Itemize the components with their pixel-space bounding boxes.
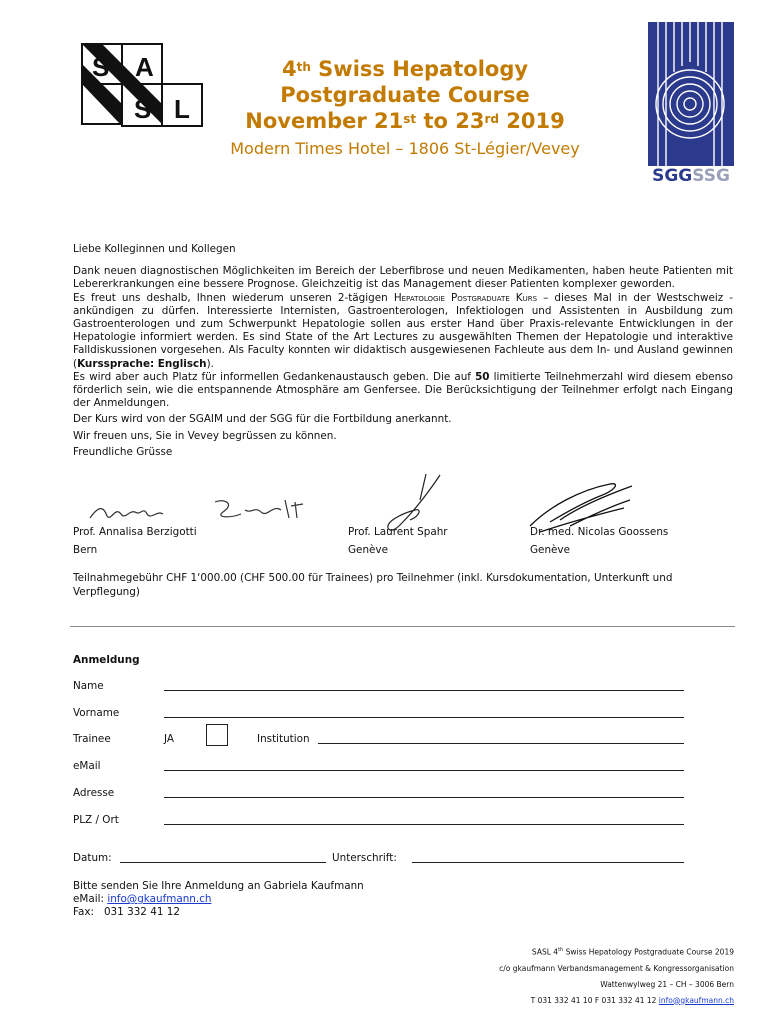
sasl-logo	[80, 42, 204, 128]
name-label: Name	[73, 680, 104, 692]
signature-berzigotti	[85, 492, 325, 528]
signatory-3-city: Genève	[530, 544, 570, 556]
logo-letter-l: L	[174, 94, 190, 124]
email-label: eMail	[73, 760, 101, 772]
title-line-3: November 21st to 23rd 2019	[245, 109, 565, 133]
course-title	[200, 56, 610, 134]
divider	[70, 626, 735, 627]
logo-letter-s1: S	[92, 52, 110, 82]
datum-label: Datum:	[73, 852, 112, 864]
plz-ort-label: PLZ / Ort	[73, 814, 119, 826]
send-email-link[interactable]: info@gkaufmann.ch	[107, 893, 212, 905]
email-field[interactable]	[164, 758, 684, 771]
signatory-3-name: Dr. med. Nicolas Goossens	[530, 526, 669, 538]
trainee-label: Trainee	[73, 733, 111, 745]
vorname-label: Vorname	[73, 707, 120, 719]
adresse-field[interactable]	[164, 785, 684, 798]
send-instruction: Bitte senden Sie Ihre Anmeldung an Gabriela Kaufmann	[73, 880, 364, 892]
sgg-logo	[648, 22, 734, 188]
title-line-1: 4th Swiss Hepatology	[281, 57, 529, 81]
signatory-1-name: Prof. Annalisa Berzigotti	[73, 526, 197, 538]
paragraph-5: Wir freuen uns, Sie in Vevey begrüssen zu können.	[73, 429, 337, 442]
footer	[374, 942, 734, 1009]
trainee-checkbox[interactable]	[206, 724, 228, 746]
name-field[interactable]	[164, 678, 684, 691]
send-email-line: eMail: info@gkaufmann.ch	[73, 893, 212, 905]
form-heading: Anmeldung	[73, 654, 140, 666]
footer-line-1: SASL 4th Swiss Hepatology Postgraduate Course 2019	[531, 947, 734, 957]
plz-ort-field[interactable]	[164, 812, 684, 825]
sgg-logo-text: SGGSSG	[652, 166, 730, 186]
signatory-1-city: Bern	[73, 544, 98, 556]
institution-label: Institution	[257, 733, 310, 745]
unterschrift-label: Unterschrift:	[332, 852, 397, 864]
footer-line-2: c/o gkaufmann Verbandsmanagement & Kongressorganisation	[499, 963, 734, 973]
paragraph-4: Der Kurs wird von der SGAIM und der SGG für die Fortbildung anerkannt.	[73, 413, 452, 426]
fee-text: Teilnahmegebühr CHF 1‘000.00 (CHF 500.00 für Trainees) pro Teilnehmer (inkl. Kursdokumentation, Unterkunft und Verpflegung)	[73, 572, 673, 598]
paragraph-2: Es freut uns deshalb, Ihnen wiederum unseren 2-tägigen Hepatologie Postgraduate Kurs – dieses Mal in der Westschweiz - ankündigen zu dürfen. Interessierte Internisten, Gastroenterologen, Infektiologen und Assistenten in Ausbildung zum Gastroenterologen und zum Schwerpunkt Hepatologie sollen aus erster Hand über Praxis-relevante Entwicklungen in der Hepatologie informiert werden. Es sind State of the Art Lectures zu ausgewählten Themen der Hepatologie und interaktive Falldiskussionen vorgesehen. Als Faculty konnten wir didaktisch ausgewiesenen Fachleute aus dem In- und Ausland gewinnen (Kurssprache: Englisch).	[73, 291, 733, 370]
send-fax: Fax: 031 332 41 12	[73, 906, 180, 918]
institution-field[interactable]	[318, 731, 684, 744]
datum-field[interactable]	[120, 850, 326, 863]
paragraph-3: Es wird aber auch Platz für informellen Gedankenaustausch geben. Die auf 50 limitierte Teilnehmerzahl wird diesem ebenso förderlich sein, wie die entspannende Atmosphäre am Genfersee. Die Berücksichtigung der Teilnehmer erfolgt nach Eingang der Anmeldungen.	[73, 370, 733, 410]
footer-line-3: Wattenwylweg 21 – CH – 3006 Bern	[600, 979, 734, 989]
title-line-2: Postgraduate Course	[280, 83, 530, 107]
signatory-2-name: Prof. Laurent Spahr	[348, 526, 448, 538]
closing: Freundliche Grüsse	[73, 445, 173, 458]
greeting: Liebe Kolleginnen und Kollegen	[73, 243, 236, 255]
footer-line-4: T 031 332 41 10 F 031 332 41 12 info@gkaufmann.ch	[530, 995, 734, 1005]
ja-label: JA	[164, 733, 174, 745]
logo-letter-s2: S	[134, 94, 152, 124]
venue-subtitle: Modern Times Hotel – 1806 St-Légier/Vevey	[230, 139, 580, 158]
unterschrift-field[interactable]	[412, 850, 684, 863]
footer-email-link[interactable]: info@gkaufmann.ch	[658, 995, 734, 1005]
vorname-field[interactable]	[164, 705, 684, 718]
adresse-label: Adresse	[73, 787, 115, 799]
letter-body	[73, 243, 733, 459]
logo-letter-a: A	[135, 52, 154, 82]
signatory-2-city: Genève	[348, 544, 388, 556]
paragraph-1: Dank neuen diagnostischen Möglichkeiten im Bereich der Leberfibrose und neuen Medikamenten, haben heute Patienten mit Lebererkrankungen eine bessere Prognose. Gleichzeitig ist das Management dieser Patienten komplexer geworden.	[73, 265, 733, 291]
